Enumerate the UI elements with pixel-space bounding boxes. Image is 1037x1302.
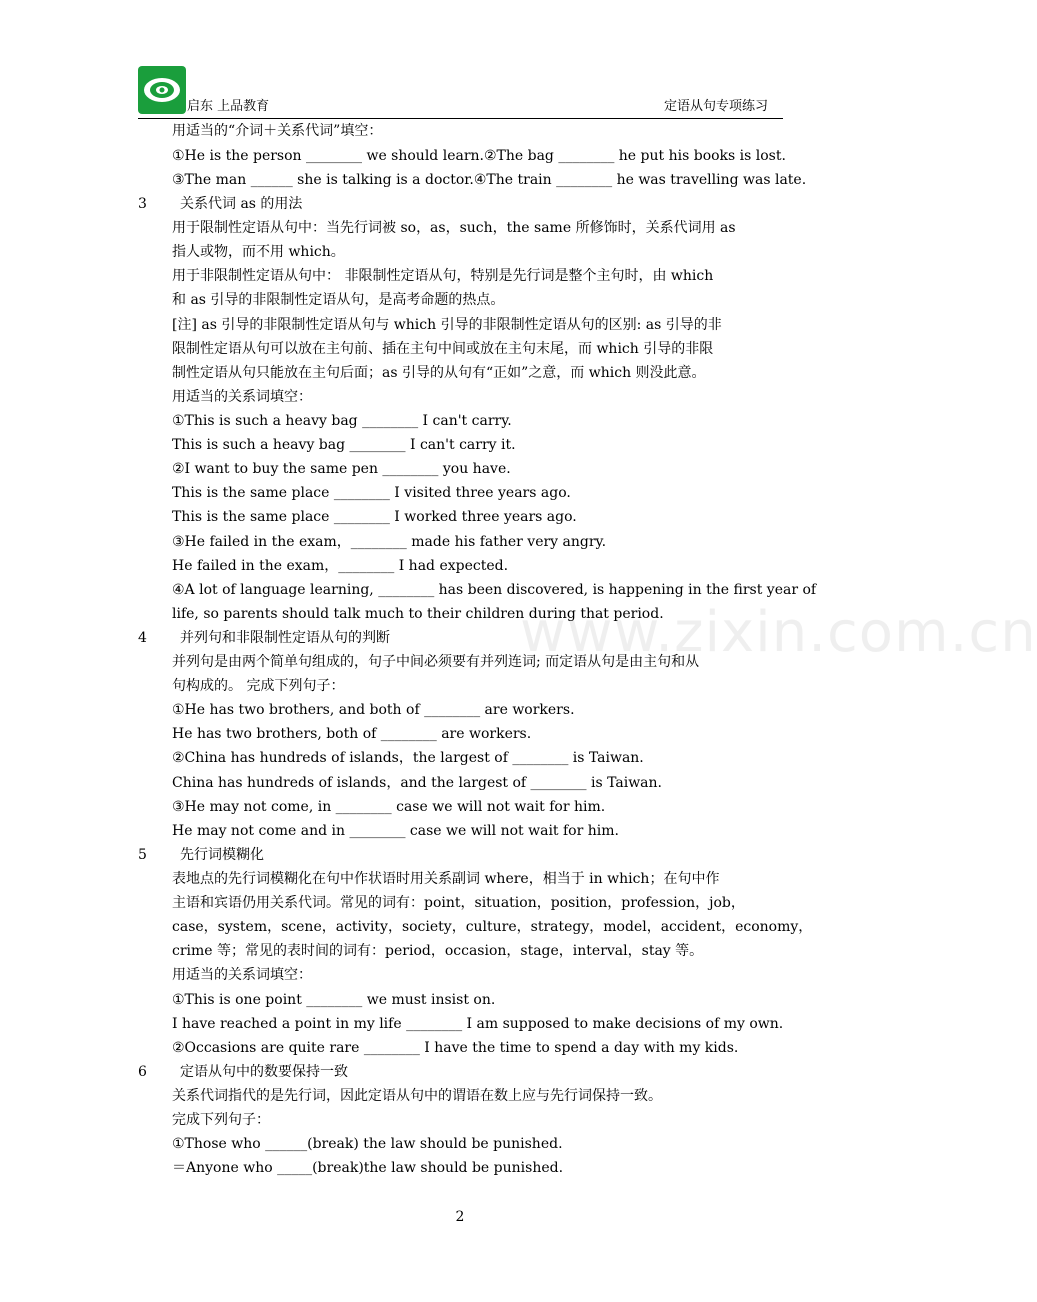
text-line: ③He may not come, in ________ case we will not wait for him. xyxy=(172,799,606,815)
text-line: ＝Anyone who _____(break)the law should be punished. xyxy=(172,1160,564,1176)
text-line: 用于限制性定语从句中：当先行词被 so，as，such，the same 所修饰时，关系代词用 as xyxy=(172,220,736,236)
section-number: 4 xyxy=(138,630,147,646)
text-line: ③He failed in the exam，________ made his father very angry. xyxy=(172,534,607,550)
text-line: 关系代词指代的是先行词，因此定语从句中的谓语在数上应与先行词保持一致。 xyxy=(172,1088,662,1104)
text-line: 用适当的关系词填空： xyxy=(172,967,312,983)
text-line: crime 等；常见的表时间的词有：period，occasion，stage，interval，stay 等。 xyxy=(172,943,704,959)
section-heading: 先行词模糊化 xyxy=(180,847,264,863)
header-title: 定语从句专项练习 xyxy=(663,99,768,114)
text-line: ①This is such a heavy bag ________ I can't carry. xyxy=(172,413,512,429)
text-line: case，system，scene，activity，society，culture，strategy，model，accident，economy， xyxy=(172,919,813,935)
text-line: 制性定语从句只能放在主句后面；as 引导的从句有“正如”之意，而 which 则没此意。 xyxy=(172,365,706,381)
text-line: ①He is the person ________ we should learn.②The bag ________ he put his books is lost. xyxy=(172,148,786,164)
text-line: I have reached a point in my life ________ I am supposed to make decisions of my own. xyxy=(172,1016,784,1032)
text-line: 句构成的。 完成下列句子： xyxy=(172,678,345,694)
text-line: ③The man ______ she is talking is a doctor.④The train ________ he was travelling was late. xyxy=(172,172,807,188)
section-number: 5 xyxy=(138,847,147,863)
text-line: 表地点的先行词模糊化在句中作状语时用关系副词 where，相当于 in which；在句中作 xyxy=(172,871,720,887)
text-line: China has hundreds of islands，and the largest of ________ is Taiwan. xyxy=(172,775,662,791)
section-heading: 定语从句中的数要保持一致 xyxy=(180,1064,348,1080)
page-number: 2 xyxy=(455,1209,465,1225)
section-number: 3 xyxy=(138,196,147,212)
text-line: ②Occasions are quite rare ________ I have the time to spend a day with my kids. xyxy=(172,1040,739,1056)
section-number: 6 xyxy=(138,1064,147,1080)
text-line: 用于非限制性定语从句中： 非限制性定语从句，特别是先行词是整个主句时，由 which xyxy=(172,268,714,284)
text-line: This is the same place ________ I visited three years ago. xyxy=(172,485,571,501)
text-line: 完成下列句子： xyxy=(172,1112,270,1128)
text-line: This is the same place ________ I worked three years ago. xyxy=(172,509,577,525)
header-rule xyxy=(138,118,783,119)
text-line: 指人或物，而不用 which。 xyxy=(172,244,345,260)
text-line: ②I want to buy the same pen ________ you have. xyxy=(172,461,511,477)
text-line: ④A lot of language learning, ________ has been discovered, is happening in the first year of xyxy=(172,582,817,598)
text-line: 限制性定语从句可以放在主句前、插在主句中间或放在主句末尾，而 which 引导的非限 xyxy=(172,341,714,357)
text-line: 用适当的“介词＋关系代词”填空： xyxy=(172,123,383,139)
text-line: ①He has two brothers, and both of ________ are workers. xyxy=(172,702,575,718)
text-line: This is such a heavy bag ________ I can't carry it. xyxy=(172,437,516,453)
text-line: 并列句是由两个简单句组成的，句子中间必须要有并列连词; 而定语从句是由主句和从 xyxy=(172,654,700,670)
text-line: ②China has hundreds of islands，the largest of ________ is Taiwan. xyxy=(172,750,644,766)
header-org: 启东 上品教育 xyxy=(187,99,270,114)
text-line: life, so parents should talk much to their children during that period. xyxy=(172,606,664,622)
text-line: He may not come and in ________ case we will not wait for him. xyxy=(172,823,619,839)
section-heading: 并列句和非限制性定语从句的判断 xyxy=(180,630,390,646)
watermark: www.zixin.com.cn xyxy=(520,600,1037,665)
text-line: ①Those who ______(break) the law should be punished. xyxy=(172,1136,563,1152)
text-line: ①This is one point ________ we must insist on. xyxy=(172,992,496,1008)
text-line: [注] as 引导的非限制性定语从句与 which 引导的非限制性定语从句的区别: as 引导的非 xyxy=(172,317,722,333)
text-line: 和 as 引导的非限制性定语从句，是高考命题的热点。 xyxy=(172,292,505,308)
text-line: He has two brothers, both of ________ are workers. xyxy=(172,726,532,742)
text-line: 用适当的关系词填空： xyxy=(172,389,312,405)
section-heading: 关系代词 as 的用法 xyxy=(180,196,303,212)
text-line: He failed in the exam，________ I had expected. xyxy=(172,558,509,574)
logo-icon xyxy=(138,66,186,114)
text-line: 主语和宾语仍用关系代词。常见的词有：point，situation，position，profession，job， xyxy=(172,895,745,911)
